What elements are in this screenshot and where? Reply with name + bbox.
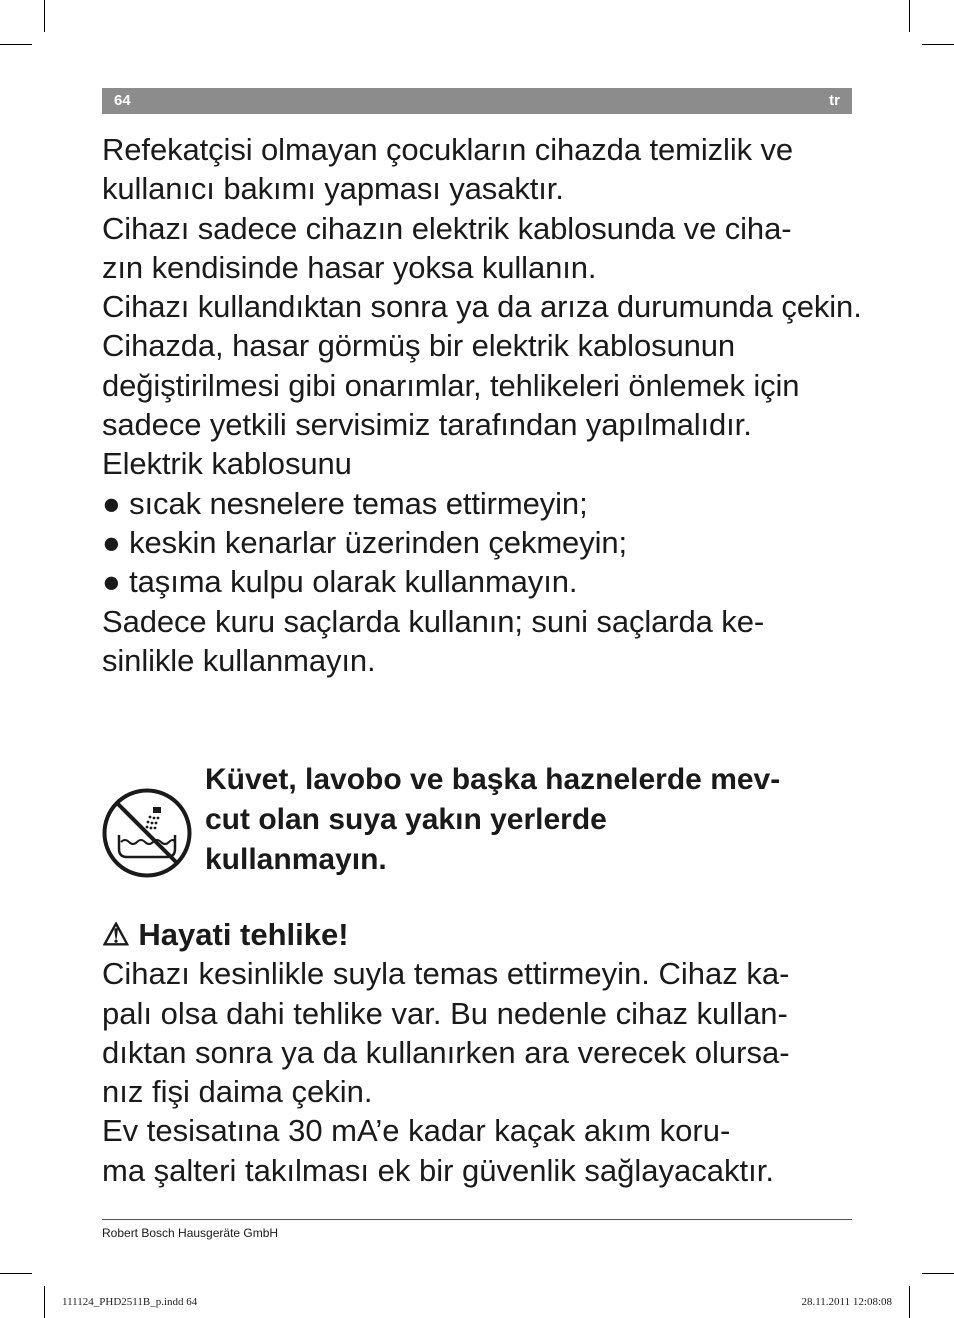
paragraph: Elektrik kablosunu xyxy=(102,446,352,482)
crop-mark xyxy=(909,1286,910,1318)
no-water-bath-icon xyxy=(101,787,193,879)
water-warning-text xyxy=(205,760,865,880)
page-number: 64 xyxy=(114,92,131,109)
paragraph: Sadece kuru saçlarda kullanın; suni saçlarda ke- xyxy=(102,603,765,639)
crop-mark xyxy=(44,1286,45,1318)
paragraph: Refekatçisi olmayan çocukların cihazda temizlik ve kullanıcı bakımı yapması yasaktır. xyxy=(102,132,794,207)
crop-mark xyxy=(0,1273,32,1274)
danger-section xyxy=(102,915,862,1190)
safety-instructions xyxy=(102,130,862,680)
danger-line: Ev tesisatına 30 mA’e kadar kaçak akım koru- xyxy=(102,1113,731,1149)
list-item: ● taşıma kulpu olarak kullanmayın. xyxy=(102,564,578,600)
footer-divider xyxy=(102,1219,852,1220)
danger-line: nız fişi daima çekin. xyxy=(102,1074,373,1110)
date-slug: 28.11.2011 12:08:08 xyxy=(801,1296,892,1308)
danger-line: palı olsa dahi tehlike var. Bu nedenle cihaz kullan- xyxy=(102,995,788,1031)
crop-mark xyxy=(44,0,45,32)
danger-line: dıktan sonra ya da kullanırken ara verecek olursa- xyxy=(102,1034,790,1070)
paragraph: sinlikle kullanmayın. xyxy=(102,642,376,678)
file-slug: 111124_PHD2511B_p.indd 64 xyxy=(62,1296,198,1308)
crop-mark xyxy=(922,1273,954,1274)
danger-line: Cihazı kesinlikle suyla temas ettirmeyin. Cihaz ka- xyxy=(102,956,790,992)
paragraph: zın kendisinde hasar yoksa kullanın. xyxy=(102,249,597,285)
paragraph: Cihazı kullandıktan sonra ya da arıza durumunda çekin. xyxy=(102,289,862,325)
footer-company: Robert Bosch Hausgeräte GmbH xyxy=(102,1226,279,1240)
danger-line: ma şalteri takılması ek bir güvenlik sağlayacaktır. xyxy=(102,1152,774,1188)
warning-line: cut olan suya yakın yerlerde xyxy=(205,803,607,836)
warning-line: Küvet, lavobo ve başka haznelerde mev- xyxy=(205,763,781,796)
danger-title: ⚠ Hayati tehlike! xyxy=(102,917,349,952)
paragraph: Cihazda, hasar görmüş bir elektrik kablosunun değiştirilmesi gibi onarımlar, tehlikeleri önlemek için sadece yetkili servisimiz tarafından yapılmalıdır. xyxy=(102,328,800,443)
warning-line: kullanmayın. xyxy=(205,843,387,876)
list-item: ● sıcak nesnelere temas ettirmeyin; xyxy=(102,485,588,521)
paragraph: Cihazı sadece cihazın elektrik kablosunda ve ciha- xyxy=(102,210,792,246)
crop-mark xyxy=(909,0,910,32)
list-item: ● keskin kenarlar üzerinden çekmeyin; xyxy=(102,524,628,560)
crop-mark xyxy=(922,44,954,45)
page-header-bar xyxy=(102,88,852,114)
crop-mark xyxy=(0,44,32,45)
language-code: tr xyxy=(829,92,840,109)
